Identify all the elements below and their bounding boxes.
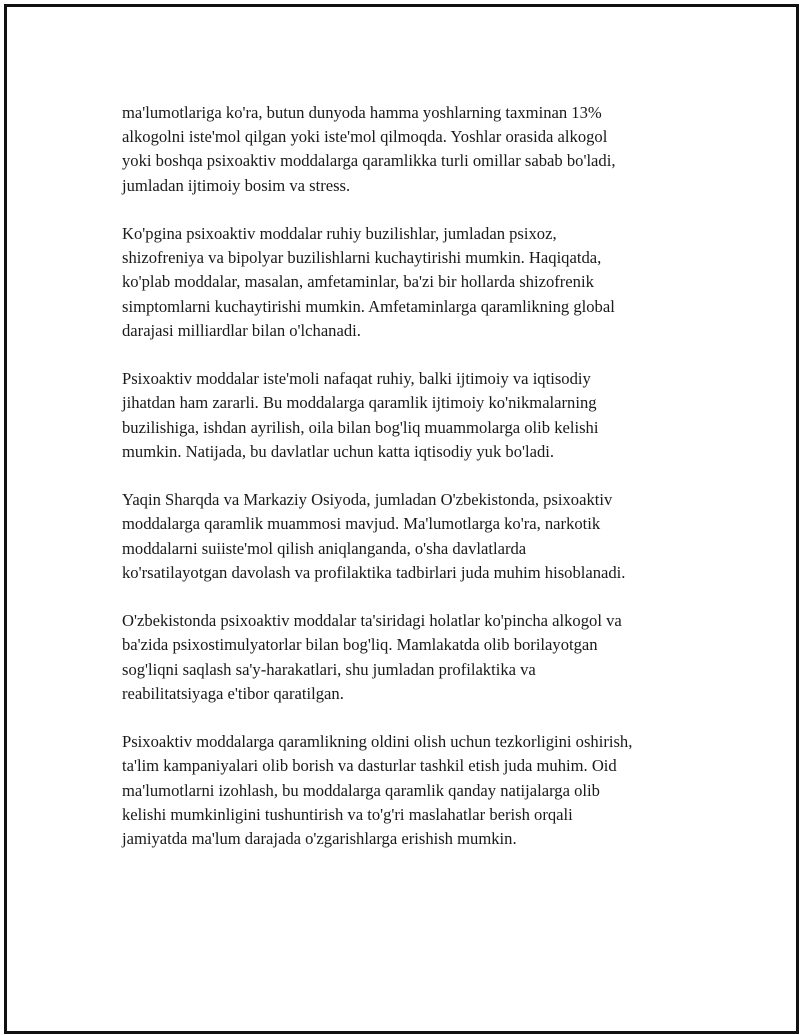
text-line: reabilitatsiyaga e'tibor qaratilgan.: [122, 683, 344, 703]
document-body: [122, 101, 712, 875]
text-line: yoki boshqa psixoaktiv moddalarga qaramlikka turli omillar sabab bo'ladi,: [122, 151, 616, 171]
text-line: ta'lim kampaniyalari olib borish va dasturlar tashkil etish juda muhim. Oid: [122, 756, 617, 776]
text-line: kelishi mumkinligini tushuntirish va to'g'ri maslahatlar berish orqali: [122, 804, 573, 824]
text-line: simptomlarni kuchaytirishi mumkin. Amfetaminlarga qaramlikning global: [122, 296, 615, 316]
paragraph-1: [122, 101, 712, 198]
paragraph-3: [122, 367, 712, 464]
text-line: ma'lumotlariga ko'ra, butun dunyoda hamma yoshlarning taxminan 13%: [122, 103, 602, 122]
paragraph-5: [122, 609, 712, 706]
text-line: buzilishiga, ishdan ayrilish, oila bilan bog'liq muammolarga olib kelishi: [122, 417, 599, 437]
text-line: ba'zida psixostimulyatorlar bilan bog'liq. Mamlakatda olib borilayotgan: [122, 635, 598, 655]
text-line: moddalarga qaramlik muammosi mavjud. Ma'lumotlarga ko'ra, narkotik: [122, 514, 601, 534]
text-line: Yaqin Sharqda va Markaziy Osiyoda, jumladan O'zbekistonda, psixoaktiv: [122, 490, 613, 510]
text-line: darajasi milliardlar bilan o'lchanadi.: [122, 320, 361, 340]
text-line: Psixoaktiv moddalarga qaramlikning oldini olish uchun tezkorligini oshirish,: [122, 732, 633, 752]
paragraph-2: [122, 222, 712, 343]
text-line: jamiyatda ma'lum darajada o'zgarishlarga erishish mumkin.: [122, 829, 517, 849]
paragraph-6: [122, 730, 712, 851]
text-line: Ko'pgina psixoaktiv moddalar ruhiy buzilishlar, jumladan psixoz,: [122, 224, 557, 243]
text-line: jumladan ijtimoiy bosim va stress.: [122, 175, 351, 195]
text-line: sog'liqni saqlash sa'y-harakatlari, shu jumladan profilaktika va: [122, 659, 536, 679]
paragraph-4: [122, 488, 712, 585]
text-line: ko'rsatilayotgan davolash va profilaktika tadbirlari juda muhim hisoblanadi.: [122, 562, 626, 582]
text-line: Psixoaktiv moddalar iste'moli nafaqat ruhiy, balki ijtimoiy va iqtisodiy: [122, 369, 591, 389]
text-line: ko'plab moddalar, masalan, amfetaminlar, ba'zi bir hollarda shizofrenik: [122, 272, 594, 292]
text-line: ma'lumotlarni izohlash, bu moddalarga qaramlik qanday natijalarga olib: [122, 780, 600, 800]
text-line: shizofreniya va bipolyar buzilishlarni kuchaytirishi mumkin. Haqiqatda,: [122, 248, 602, 268]
text-line: moddalarni suiiste'mol qilish aniqlanganda, o'sha davlatlarda: [122, 538, 527, 558]
text-line: jihatdan ham zararli. Bu moddalarga qaramlik ijtimoiy ko'nikmalarning: [122, 393, 597, 413]
text-line: O'zbekistonda psixoaktiv moddalar ta'siridagi holatlar ko'pincha alkogol va: [122, 611, 622, 631]
text-line: alkogolni iste'mol qilgan yoki iste'mol qilmoqda. Yoshlar orasida alkogol: [122, 127, 608, 147]
page-frame: [4, 4, 799, 1034]
text-line: mumkin. Natijada, bu davlatlar uchun katta iqtisodiy yuk bo'ladi.: [122, 441, 555, 461]
